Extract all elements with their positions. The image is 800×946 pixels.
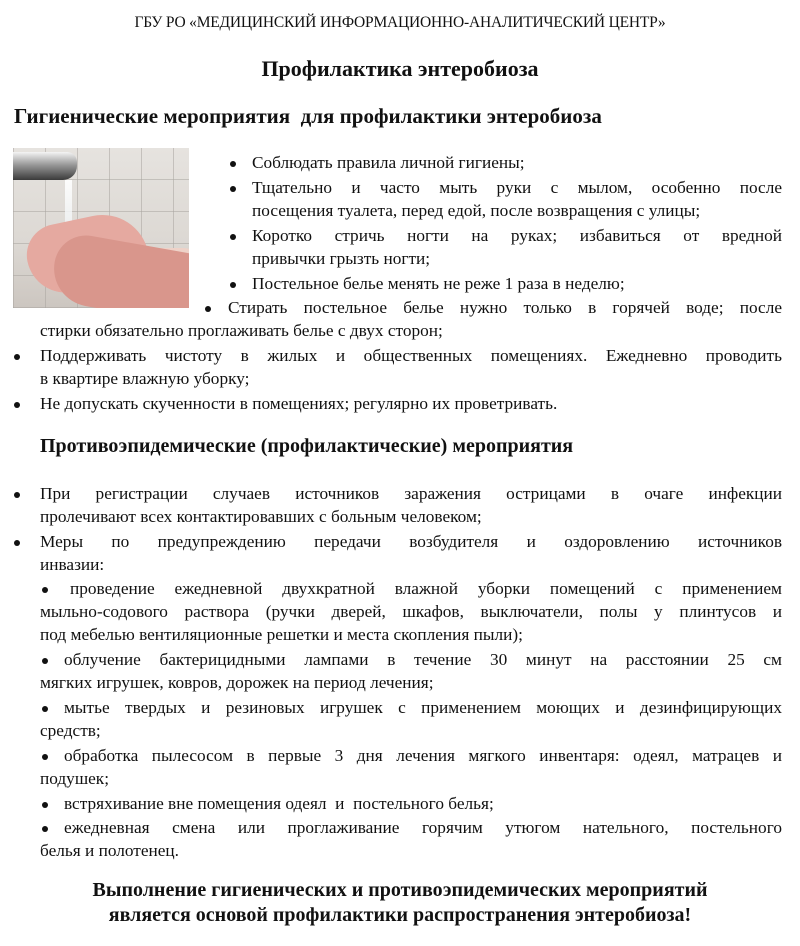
sub-list-item: встряхивание вне помещения одеял и постельного белья; [64, 794, 494, 813]
list-item: Постельное белье менять не реже 1 раза в неделю; [252, 274, 625, 293]
closing-statement [0, 878, 800, 928]
sub-list-item: обработка пылесосом в первые 3 дня лечения мягкого инвентаря: одеял, матрацев и подушек; [40, 746, 782, 788]
page-title: Профилактика энтеробиоза [261, 56, 539, 81]
hygiene-heading: Гигиенические мероприятия для профилактики энтеробиоза [14, 104, 602, 128]
bullet-icon [14, 492, 20, 498]
list-item: Поддерживать чистоту в жилых и общественных помещениях. Ежедневно проводить в квартире влажную уборку; [40, 346, 782, 388]
bullet-icon [14, 402, 20, 408]
bullet-icon [230, 282, 236, 288]
sub-list-item: облучение бактерицидными лампами в течение 30 минут на расстоянии 25 см мягких игрушек, ковров, дорожек на период лечения; [40, 650, 782, 692]
bullet-icon [230, 234, 236, 240]
list-item: Соблюдать правила личной гигиены; [252, 153, 525, 172]
sub-list-item: проведение ежедневной двухкратной влажной уборки помещений с применением мыльно-содового раствора (ручки дверей, шкафов, выключатели, полы у плинтусов и под мебелью вентиляционные решетки и места скопления пыли); [40, 579, 782, 644]
sub-list-item: мытье твердых и резиновых игрушек с применением моющих и дезинфицирующих средств; [40, 698, 782, 740]
closing-line-1: Выполнение гигиенических и противоэпидемических мероприятий [92, 879, 708, 901]
organization-header: ГБУ РО «МЕДИЦИНСКИЙ ИНФОРМАЦИОННО-АНАЛИТИЧЕСКИЙ ЦЕНТР» [134, 14, 666, 31]
handwashing-photo [13, 148, 189, 308]
list-item: При регистрации случаев источников заражения острицами в очаге инфекции пролечивают всех контактировавших с больным человеком; [40, 484, 782, 526]
list-item: Не допускать скученности в помещениях; регулярно их проветривать. [40, 394, 558, 413]
list-item: Меры по предупреждению передачи возбудителя и оздоровлению источников инвазии: [40, 532, 782, 574]
bullet-icon [14, 354, 20, 360]
antiepidemic-heading: Противоэпидемические (профилактические) мероприятия [40, 435, 574, 457]
bullet-icon [14, 540, 20, 546]
list-item: Стирать постельное белье нужно только в горячей воде; после стирки обязательно проглаживать белье с двух сторон; [40, 298, 782, 340]
closing-line-2: является основой профилактики распространения энтеробиоза! [108, 904, 692, 926]
bullet-icon [230, 186, 236, 192]
sub-list-item: ежедневная смена или проглаживание горячим утюгом нательного, постельного белья и полотенец. [40, 818, 782, 860]
list-item: Коротко стричь ногти на руках; избавиться от вредной привычки грызть ногти; [252, 226, 782, 268]
bullet-icon [230, 161, 236, 167]
faucet-icon [13, 152, 77, 180]
list-item: Тщательно и часто мыть руки с мылом, особенно после посещения туалета, перед едой, после возвращения с улицы; [252, 178, 782, 220]
